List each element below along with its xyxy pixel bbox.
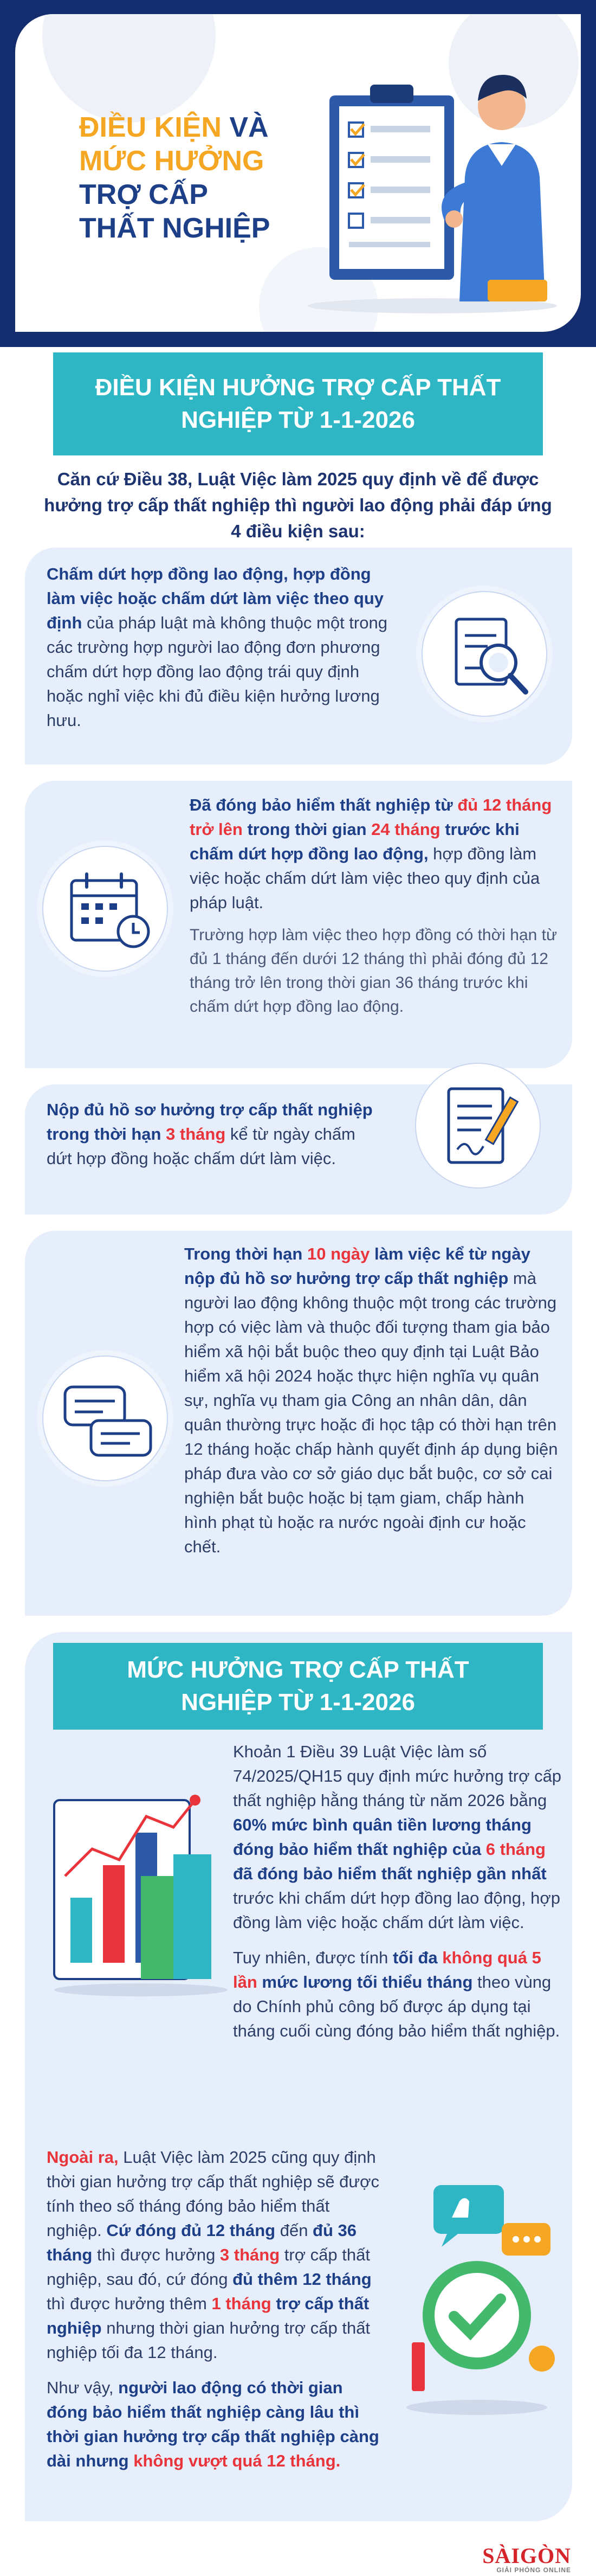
condition-2-note: Trường hợp làm việc theo hợp đồng có thời hạn từ đủ 1 tháng đến dưới 12 tháng thì phải đóng đủ 12 tháng trở lên trong thời gian 36 tháng trước khi chấm dứt hợp đồng lao động.	[190, 926, 558, 1016]
bar-chart-icon	[49, 1768, 228, 2001]
condition-2-text: Đã đóng bảo hiểm thất nghiệp từ đủ 12 tháng trở lên trong thời gian 24 tháng trước khi chấm dứt hợp đồng lao động, hợp đồng làm việc hoặc chấm dứt làm việc theo quy định của pháp luật. Trường hợp làm việc theo hợp đồng có thời hạn từ đủ 1 tháng đến dưới 12 tháng thì phải đóng đủ 12 tháng trở lên trong thời gian 36 tháng trước khi chấm dứt hợp đồng lao động.	[190, 793, 558, 1019]
header-card	[15, 14, 581, 332]
signed-document-icon	[415, 1063, 541, 1189]
section2-para1-block	[233, 1739, 563, 2043]
section2-para1: Khoản 1 Điều 39 Luật Việc làm số 74/2025/QH15 quy định mức hưởng trợ cấp thất nghiệp hằng tháng từ năm 2026 bằng 60% mức bình quân tiền lương tháng đóng bảo hiểm thất nghiệp của 6 tháng đã đóng bảo hiểm thất nghiệp gần nhất trước khi chấm dứt hợp đồng lao động, hợp đồng làm việc hoặc chấm dứt làm việc.	[233, 1742, 562, 1932]
chat-bubbles-icon	[42, 1356, 168, 1481]
section2-para4: Như vậy, người lao động có thời gian đóng bảo hiểm thất nghiệp càng lâu thì thời gian hưởng trợ cấp thất nghiệp càng dài nhưng không vượt quá 12 tháng.	[47, 2378, 379, 2470]
condition-1-text: Chấm dứt hợp đồng lao động, hợp đồng làm việc hoặc chấm dứt làm việc theo quy định của pháp luật mà không thuộc một trong các trường hợp người lao động đơn phương chấm dứt hợp đồng lao động trái quy định hoặc nghỉ việc khi đủ điều kiện hưởng lương hưu.	[47, 564, 387, 730]
section2-para3: Ngoài ra, Luật Việc làm 2025 cũng quy định thời gian hưởng trợ cấp thất nghiệp sẽ được tính theo số tháng đóng bảo hiểm thất nghiệp. Cứ đóng đủ 12 tháng đến đủ 36 tháng thì được hưởng 3 tháng trợ cấp thất nghiệp, sau đó, cứ đóng đủ thêm 12 tháng thì được hưởng thêm 1 tháng trợ cấp thất nghiệp nhưng thời gian hưởng trợ cấp thất nghiệp tối đa 12 tháng.	[47, 2148, 379, 2362]
checkmark-badge-icon	[396, 2180, 569, 2429]
checklist-clipboard-icon	[297, 47, 568, 318]
footer-logo: SÀIGÒN GIẢI PHÓNG ONLINE	[482, 2543, 571, 2574]
section2-para3-block	[47, 2145, 383, 2473]
section1-banner-text: ĐIỀU KIỆN HƯỞNG TRỢ CẤP THẤT NGHIỆP TỪ 1-1-2026	[95, 374, 501, 433]
calendar-clock-icon	[42, 846, 168, 972]
condition-3-text: Nộp đủ hồ sơ hưởng trợ cấp thất nghiệp trong thời hạn 3 tháng kể từ ngày chấm dứt hợp đồng hoặc chấm dứt làm việc.	[47, 1100, 373, 1168]
condition-4-text: Trong thời hạn 10 ngày làm việc kể từ ngày nộp đủ hồ sơ hưởng trợ cấp thất nghiệp mà người lao động không thuộc một trong các trường hợp có việc làm và thuộc đối tượng tham gia bảo hiểm xã hội bắt buộc theo quy định tại Luật Bảo hiểm xã hội 2024 hoặc thực hiện nghĩa vụ quân sự, nghĩa vụ tham gia Công an nhân dân, dân quân thường trực hoặc đi học tập có thời hạn trên 12 tháng hoặc chấp hành quyết định áp dụng biện pháp đưa vào cơ sở giáo dục bắt buộc, cơ sở cai nghiện bắt buộc hoặc bị tạm giam, chấp hành hình phạt tù hoặc ra nước ngoài định cư hoặc chết.	[184, 1244, 558, 1556]
section1-intro: Căn cứ Điều 38, Luật Việc làm 2025 quy định về để được hưởng trợ cấp thất nghiệp thì người lao động phải đáp ứng 4 điều kiện sau:	[44, 469, 552, 541]
section2-para2: Tuy nhiên, được tính tối đa không quá 5 lần mức lương tối thiểu tháng theo vùng do Chính phủ công bố được áp dụng tại tháng cuối cùng đóng bảo hiểm thất nghiệp.	[233, 1948, 560, 2040]
header-title: ĐIỀU KIỆN VÀ MỨC HƯỞNG TRỢ CẤP THẤT NGHIỆP	[79, 112, 270, 244]
magnifier-document-icon	[422, 591, 547, 717]
section2-banner: MỨC HƯỞNG TRỢ CẤP THẤT NGHIỆP TỪ 1-1-2026	[53, 1643, 543, 1730]
